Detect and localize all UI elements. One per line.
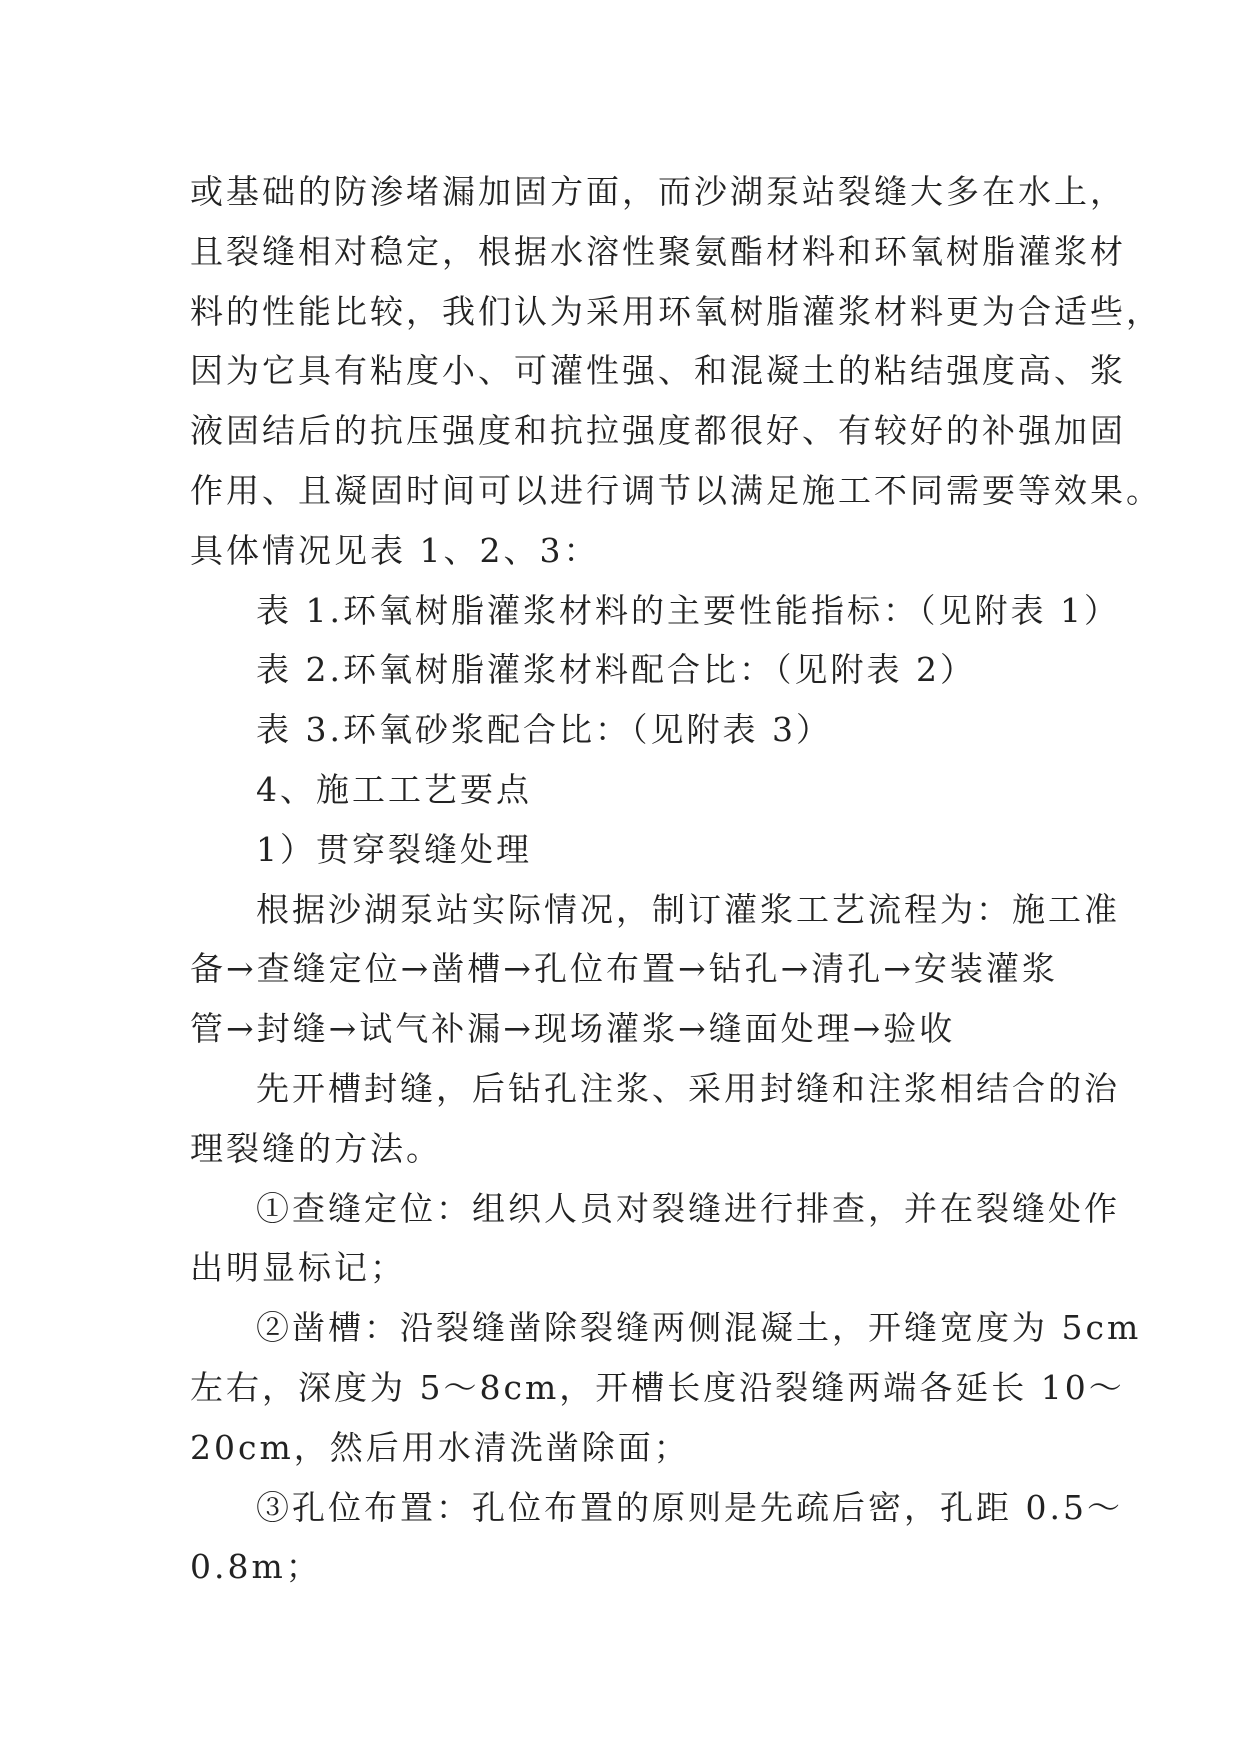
paragraph-line: 理裂缝的方法。	[190, 1128, 442, 1168]
paragraph-line: 或基础的防渗堵漏加固方面，而沙湖泵站裂缝大多在水上，	[190, 172, 1126, 211]
paragraph-line: 备→查缝定位→凿槽→孔位布置→钻孔→清孔→安装灌浆	[190, 949, 1058, 989]
paragraph-line: 因为它具有粘度小、可灌性强、和混凝土的粘结强度高、浆	[190, 351, 1126, 391]
section-heading: 4、施工工艺要点	[256, 769, 532, 809]
paragraph-line: 料的性能比较，我们认为采用环氧树脂灌浆材料更为合适些，	[190, 291, 1162, 331]
paragraph-line: 具体情况见表 1、2、3：	[190, 530, 600, 570]
list-item-line: ①查缝定位：组织人员对裂缝进行排查，并在裂缝处作	[256, 1188, 1120, 1228]
paragraph-line: 根据沙湖泵站实际情况，制订灌浆工艺流程为：施工准	[256, 889, 1120, 929]
list-item-line: 出明显标记；	[190, 1248, 406, 1288]
list-item-line: 20cm，然后用水清洗凿除面；	[190, 1427, 690, 1467]
paragraph-line: 液固结后的抗压强度和抗拉强度都很好、有较好的补强加固	[190, 411, 1126, 451]
body-text	[190, 162, 1162, 1597]
list-item-line: ③孔位布置：孔位布置的原则是先疏后密，孔距 0.5～	[256, 1487, 1123, 1527]
table-reference-line: 表 2.环氧树脂灌浆材料配合比：（见附表 2）	[256, 650, 976, 690]
paragraph-line: 先开槽封缝，后钻孔注浆、采用封缝和注浆相结合的治	[256, 1068, 1120, 1108]
paragraph-line: 管→封缝→试气补漏→现场灌浆→缝面处理→验收	[190, 1009, 956, 1049]
list-item-line: ②凿槽：沿裂缝凿除裂缝两侧混凝土，开缝宽度为 5cm	[256, 1308, 1142, 1348]
paragraph-line: 作用、且凝固时间可以进行调节以满足施工不同需要等效果。	[190, 470, 1162, 510]
table-reference-line: 表 1.环氧树脂灌浆材料的主要性能指标：（见附表 1）	[256, 590, 1120, 630]
list-item-line: 0.8m；	[190, 1547, 322, 1587]
paragraph-line: 且裂缝相对稳定，根据水溶性聚氨酯材料和环氧树脂灌浆材	[190, 231, 1126, 271]
subsection-heading: 1）贯穿裂缝处理	[256, 829, 532, 869]
table-reference-line: 表 3.环氧砂浆配合比：（见附表 3）	[256, 710, 832, 750]
list-item-line: 左右，深度为 5～8cm，开槽长度沿裂缝两端各延长 10～	[190, 1367, 1125, 1407]
